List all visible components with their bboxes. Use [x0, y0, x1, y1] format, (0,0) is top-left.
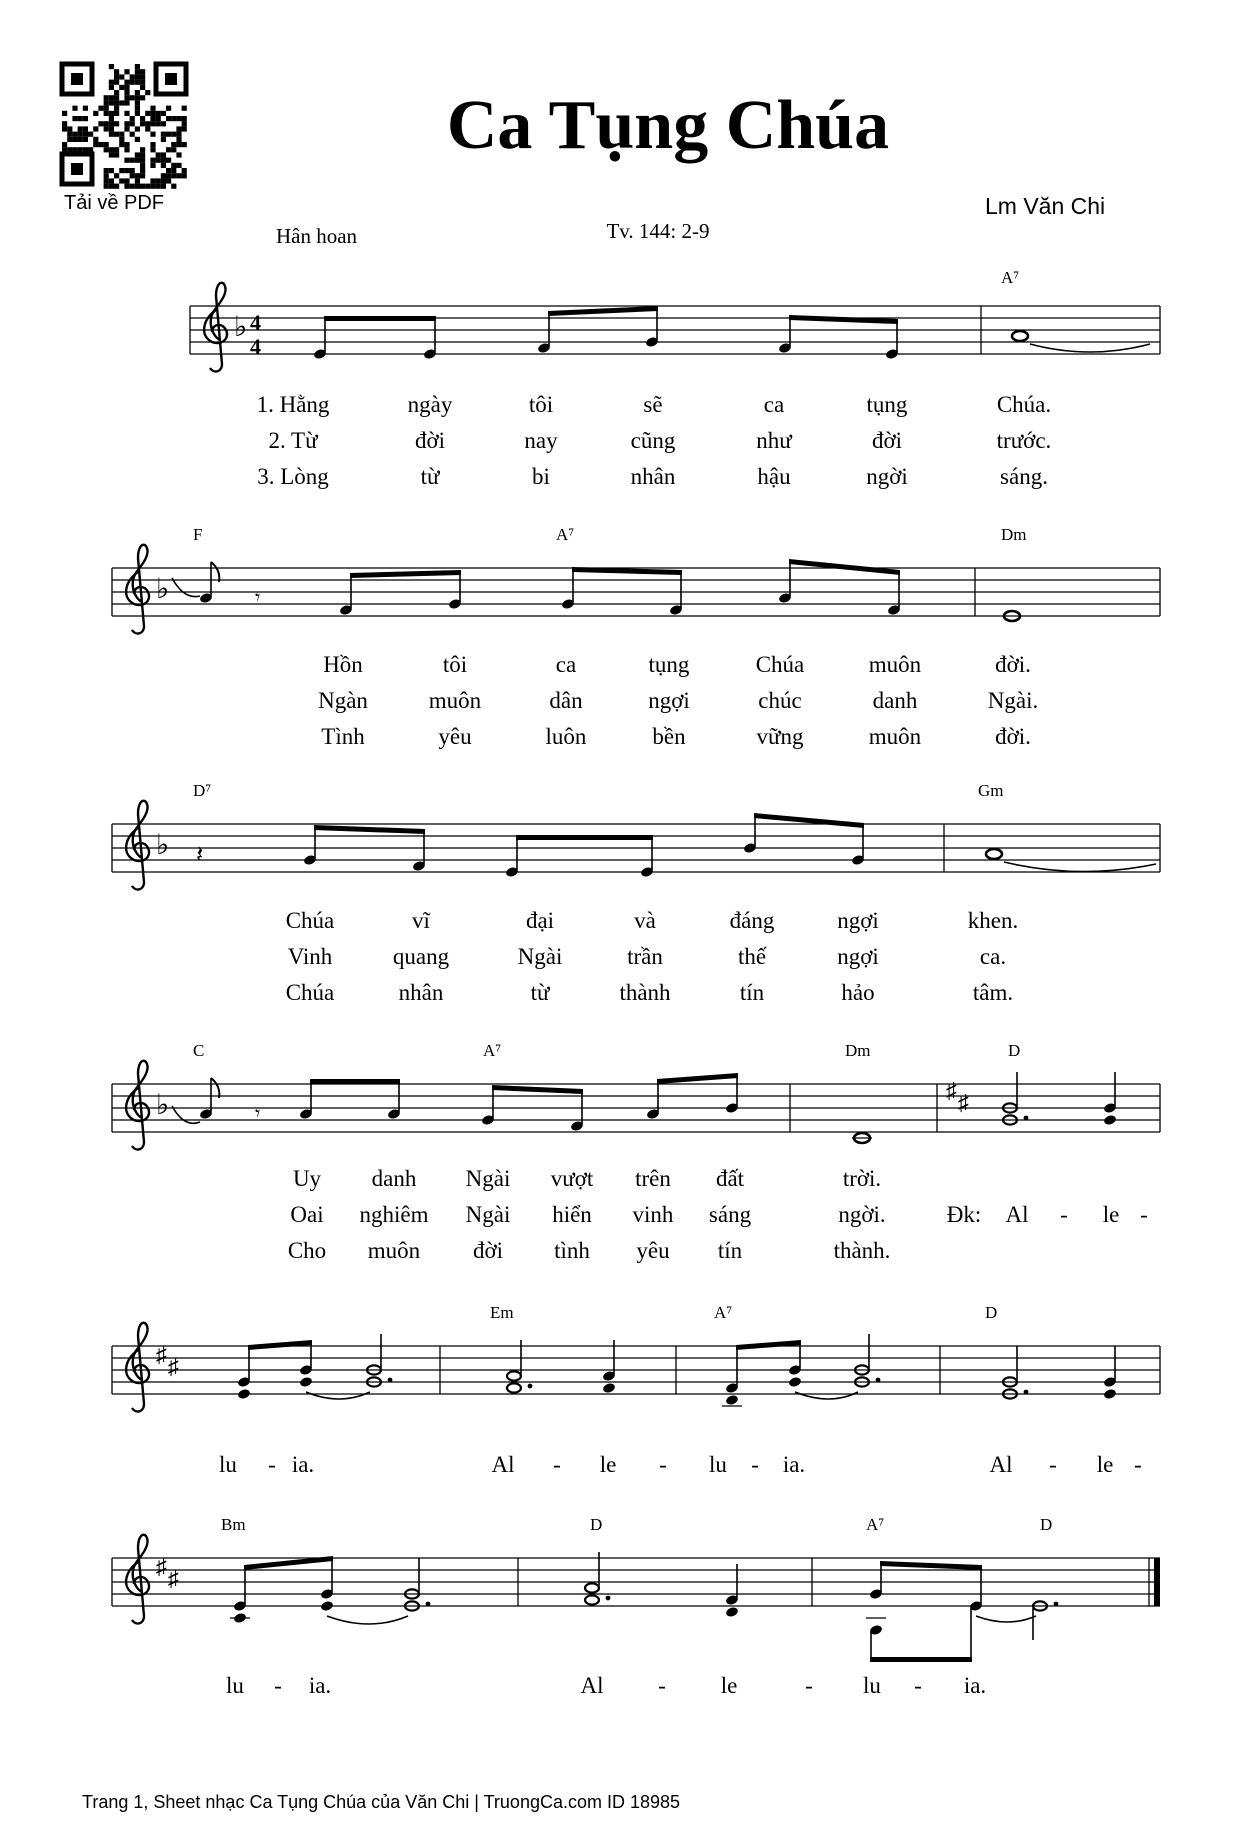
lyric-syllable: thế: [737, 944, 767, 969]
lyric-syllable: ngời: [866, 464, 908, 489]
staff-system-4: [112, 1041, 1160, 1149]
lyric-syllable: -: [658, 1673, 666, 1698]
tie-icon: [1030, 344, 1150, 352]
lyric-syllable: Al: [580, 1673, 604, 1698]
lyric-syllable: như: [756, 428, 792, 453]
lyric-syllable: yêu: [438, 724, 472, 749]
lyric-syllable: -: [914, 1673, 922, 1698]
lyric-syllable: muôn: [868, 652, 922, 677]
treble-clef-icon: [126, 1061, 149, 1150]
chord-label: Gm: [978, 781, 1004, 800]
tie-icon: [1004, 862, 1156, 872]
lyric-syllable: vinh: [632, 1202, 674, 1227]
treble-clef-icon: [126, 545, 149, 634]
treble-clef-icon: [126, 1535, 149, 1624]
lyric-syllable: hiển: [552, 1202, 592, 1227]
composer: Lm Văn Chi: [985, 193, 1106, 219]
lyric-syllable: muôn: [428, 688, 482, 713]
lyric-syllable: Hồn: [323, 652, 363, 677]
lyric-syllable: đáng: [729, 908, 775, 933]
tempo-marking: Hân hoan: [276, 224, 358, 248]
sharp-key-icon: ♯: [156, 1554, 167, 1579]
lyric-syllable: Tình: [321, 724, 365, 749]
staff-system-1: [190, 268, 1160, 371]
chord-label: A⁷: [714, 1303, 733, 1322]
sharp-key-icon: ♯: [958, 1090, 969, 1115]
lyric-syllable: tâm.: [972, 980, 1014, 1005]
lyric-syllable: ia.: [963, 1673, 987, 1698]
lyric-syllable: nhân: [398, 980, 444, 1005]
chord-label: Dm: [1001, 525, 1027, 544]
notes-measure-5: [196, 813, 865, 878]
lyric-syllable: đời: [414, 428, 446, 453]
lyric-syllable: ngày: [407, 392, 453, 417]
sharp-key-icon: ♯: [168, 1566, 179, 1591]
chord-label: A⁷: [556, 525, 575, 544]
lyric-syllable: -: [1134, 1452, 1142, 1477]
chord-label: A⁷: [483, 1041, 502, 1060]
lyric-syllable: -: [274, 1673, 282, 1698]
flat-key-icon: ♭: [156, 1090, 170, 1121]
chord-label: D: [1040, 1515, 1053, 1534]
final-barline: [1154, 1558, 1160, 1606]
time-signature-bottom: 4: [250, 334, 261, 359]
lyric-syllable: cũng: [630, 428, 676, 453]
lyric-syllable: tụng: [648, 652, 690, 677]
rest-icon: 𝄾: [255, 1103, 261, 1125]
lyric-syllable: sáng: [708, 1202, 752, 1227]
lyric-syllable: ca: [763, 392, 785, 417]
lyrics-system-5: [219, 1452, 1142, 1477]
lyric-syllable: Ngài: [517, 944, 563, 969]
lyric-syllable: tụng: [866, 392, 908, 417]
lyric-syllable: -: [1060, 1202, 1068, 1227]
notes-measure-13: [1003, 1346, 1117, 1400]
lyric-syllable: muôn: [868, 724, 922, 749]
chord-label: D: [590, 1515, 603, 1534]
lyric-syllable: nay: [524, 428, 558, 453]
flat-key-icon: ♭: [234, 312, 248, 343]
lyric-syllable: quang: [392, 944, 450, 969]
lyric-syllable: Uy: [292, 1166, 322, 1191]
lyrics-system-1: [257, 392, 1052, 489]
lyric-syllable: sáng.: [1000, 464, 1048, 489]
treble-clef-icon: [204, 283, 227, 372]
lyric-syllable: vững: [756, 724, 804, 749]
lyric-syllable: Chúa: [285, 980, 335, 1005]
lyric-syllable: yêu: [636, 1238, 670, 1263]
lyric-syllable: từ: [530, 980, 550, 1005]
lyric-syllable: -: [553, 1452, 561, 1477]
lyric-syllable: vĩ: [412, 908, 430, 933]
lyric-syllable: đời: [871, 428, 903, 453]
notes-measure-16: [866, 1561, 1058, 1662]
lyric-syllable: trên: [635, 1166, 671, 1191]
lyric-syllable: trước.: [996, 428, 1052, 453]
lyric-syllable: 1. Hằng: [256, 392, 330, 417]
chord-label: Dm: [845, 1041, 871, 1060]
lyric-syllable: chúc: [758, 688, 802, 713]
treble-clef-icon: [126, 801, 149, 890]
lyric-syllable: đời: [472, 1238, 504, 1263]
lyric-syllable: -: [659, 1452, 667, 1477]
qr-code-icon[interactable]: [60, 62, 188, 189]
lyric-syllable: Chúa: [755, 652, 805, 677]
lyric-syllable: ca: [555, 652, 577, 677]
footer-text: Trang 1, Sheet nhạc Ca Tụng Chúa của Văn Chi | TruongCa.com ID 18985: [82, 1792, 681, 1812]
lyric-syllable: tín: [739, 980, 765, 1005]
lyric-syllable: Cho: [287, 1238, 327, 1263]
lyric-syllable: lu: [219, 1452, 237, 1477]
lyric-syllable: trần: [627, 944, 663, 969]
lyric-syllable: thành: [619, 980, 671, 1005]
notes-measure-8: [852, 1133, 872, 1143]
notes-measure-11: [507, 1340, 616, 1394]
lyric-syllable: le: [1096, 1452, 1114, 1477]
lyric-syllable: ngợi: [837, 944, 879, 969]
lyric-syllable: đời.: [995, 724, 1031, 749]
lyric-syllable: tín: [717, 1238, 743, 1263]
lyrics-system-3: [286, 908, 1019, 1005]
chord-label: D: [985, 1303, 998, 1322]
lyric-syllable: 3. Lòng: [257, 464, 329, 489]
lyric-syllable: Đk:: [946, 1202, 982, 1227]
lyric-syllable: đời.: [995, 652, 1031, 677]
treble-clef-icon: [126, 1323, 149, 1412]
lyric-syllable: tình: [554, 1238, 590, 1263]
notes-measure-14: [230, 1556, 430, 1624]
rest-icon: 𝄽: [196, 842, 204, 868]
lyric-syllable: ia.: [291, 1452, 315, 1477]
chord-label: C: [193, 1041, 205, 1060]
lyric-syllable: tôi: [442, 652, 468, 677]
chord-label: Em: [490, 1303, 514, 1322]
psalm-reference: Tv. 144: 2-9: [606, 219, 710, 243]
lyric-syllable: vượt: [550, 1166, 594, 1191]
lyric-syllable: bền: [652, 724, 686, 749]
lyric-syllable: Chúa.: [996, 392, 1052, 417]
lyric-syllable: le: [720, 1673, 738, 1698]
sharp-key-icon: ♯: [156, 1342, 167, 1367]
staff-system-3: [112, 781, 1160, 889]
lyric-syllable: trời.: [842, 1166, 882, 1191]
lyric-syllable: lu: [863, 1673, 881, 1698]
lyric-syllable: Al: [989, 1452, 1013, 1477]
lyric-syllable: lu: [226, 1673, 244, 1698]
lyric-syllable: danh: [371, 1166, 417, 1191]
lyric-syllable: ngợi: [837, 908, 879, 933]
lyric-syllable: muôn: [367, 1238, 421, 1263]
lyric-syllable: hảo: [841, 980, 875, 1005]
lyric-syllable: 2. Từ: [268, 428, 318, 453]
sharp-key-icon: ♯: [946, 1078, 957, 1103]
lyric-syllable: ia.: [308, 1673, 332, 1698]
staff-system-5: [112, 1303, 1160, 1411]
lyric-syllable: ia.: [782, 1452, 806, 1477]
lyric-syllable: dân: [549, 688, 583, 713]
lyric-syllable: Vinh: [287, 944, 333, 969]
lyric-syllable: ca.: [979, 944, 1007, 969]
notes-measure-1: [313, 306, 899, 360]
lyric-syllable: Oai: [290, 1202, 324, 1227]
chord-label: F: [193, 525, 203, 544]
lyrics-system-2: [318, 652, 1038, 749]
lyrics-system-4: [288, 1166, 1148, 1263]
lyric-syllable: danh: [872, 688, 918, 713]
flat-key-icon: ♭: [156, 830, 170, 861]
notes-measure-9: [946, 1072, 1117, 1126]
lyric-syllable: thành.: [833, 1238, 891, 1263]
lyric-syllable: ngời.: [838, 1202, 886, 1227]
lyric-syllable: khen.: [967, 908, 1019, 933]
lyric-syllable: hậu: [757, 464, 791, 489]
lyric-syllable: sẽ: [643, 392, 663, 417]
lyric-syllable: -: [1140, 1202, 1148, 1227]
time-signature-top: 4: [250, 310, 261, 335]
chord-label: Bm: [221, 1515, 246, 1534]
notes-measure-7: [172, 1073, 739, 1132]
lyric-syllable: Chúa: [285, 908, 335, 933]
sharp-key-icon: ♯: [168, 1354, 179, 1379]
lyric-syllable: -: [751, 1452, 759, 1477]
lyric-syllable: đại: [525, 908, 555, 933]
rest-icon: 𝄾: [255, 587, 261, 609]
lyric-syllable: ngợi: [648, 688, 690, 713]
flat-key-icon: ♭: [156, 574, 170, 605]
song-title: Ca Tụng Chúa: [446, 87, 890, 164]
lyric-syllable: từ: [420, 464, 440, 489]
chord-label: D⁷: [193, 781, 212, 800]
lyric-syllable: -: [1049, 1452, 1057, 1477]
lyric-syllable: Al: [491, 1452, 515, 1477]
lyrics-system-6: [226, 1673, 986, 1698]
lyric-syllable: tôi: [528, 392, 554, 417]
lyric-syllable: nghiêm: [359, 1202, 429, 1227]
lyric-syllable: le: [599, 1452, 617, 1477]
lyric-syllable: và: [634, 908, 656, 933]
notes-measure-10: [237, 1334, 392, 1400]
lyric-syllable: Al: [1005, 1202, 1029, 1227]
lyric-syllable: -: [805, 1673, 813, 1698]
lyric-syllable: đất: [715, 1166, 745, 1191]
lyric-syllable: -: [268, 1452, 276, 1477]
qr-caption: Tải về PDF: [64, 192, 165, 214]
lyric-syllable: lu: [709, 1452, 727, 1477]
chord-label: D: [1008, 1041, 1021, 1060]
lyric-syllable: luôn: [545, 724, 587, 749]
lyric-syllable: Ngàn: [318, 688, 368, 713]
lyric-syllable: Ngài: [465, 1166, 511, 1191]
chord-label: A⁷: [866, 1515, 885, 1534]
staff-system-6: [112, 1515, 1160, 1662]
lyric-syllable: nhân: [630, 464, 676, 489]
lyric-syllable: Ngài.: [987, 688, 1039, 713]
notes-measure-15: [585, 1552, 739, 1618]
chord-label: A⁷: [1001, 268, 1020, 287]
lyric-syllable: Ngài: [465, 1202, 511, 1227]
staff-system-2: [112, 525, 1160, 633]
lyric-syllable: bi: [532, 464, 550, 489]
lyric-syllable: le: [1102, 1202, 1120, 1227]
